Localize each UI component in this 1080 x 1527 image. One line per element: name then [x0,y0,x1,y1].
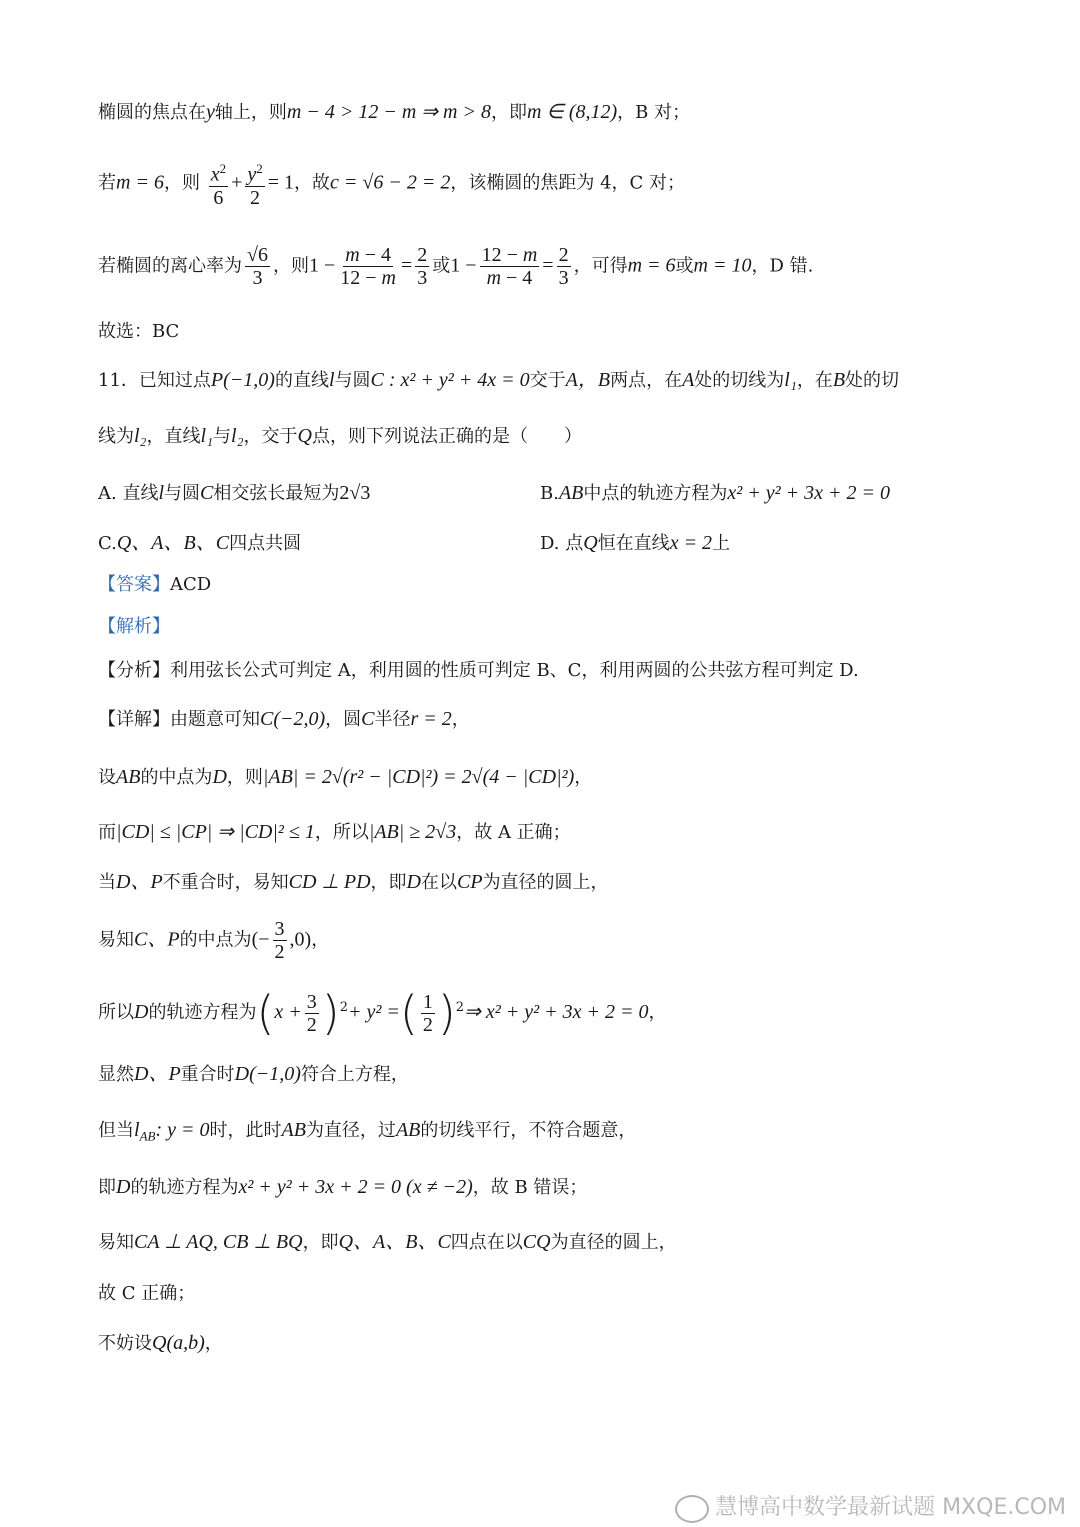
watermark [675,1490,1066,1524]
text: 恒在直线 [597,533,670,554]
text: ，D 错. [751,255,814,277]
math: |CD| ≤ |CP| ⇒ |CD|² ≤ 1 [116,821,315,843]
text: 即 [98,1177,116,1198]
math: Q(a,b) [152,1332,205,1354]
text: 符合上方程， [300,1064,409,1085]
math: D [212,766,227,788]
text: 为直径的圆上， [550,1232,677,1253]
math: D [134,1001,149,1023]
text: ，则 [163,172,200,194]
fraction: $\frac{12 - m}{m - 4}$ [481,244,538,289]
solution-line [98,765,592,790]
text: 的中点为 [140,767,213,788]
fenxi-line [98,659,859,683]
text: 交于 [529,370,566,391]
math: AB [116,766,141,788]
solution-line [98,870,609,895]
solution-line [98,1230,677,1255]
denominator: 2 [422,1013,433,1036]
solution-line [98,1118,636,1149]
math: m = 6 [116,171,164,194]
text: ，故 A 正确； [456,822,571,843]
option-d [540,531,730,556]
math: x² + y² + 3x + 2 = 0 [727,482,890,504]
math: m ∈ (8,12) [526,101,618,123]
math: A [682,369,695,391]
text: ，B 对； [617,102,691,123]
math: (− [251,928,270,951]
denominator: 2 [274,941,285,963]
text-line: 故选：BC [98,321,180,342]
text: 上 [712,533,731,554]
text: 椭圆的焦点在 [98,102,206,123]
text: D. 点 [540,533,584,554]
text: ， [574,767,593,788]
math: B [832,369,846,391]
text: C. [98,533,117,554]
answer-value: ACD [170,574,212,595]
math: D(−1,0) [234,1063,301,1085]
solution-line [98,1175,587,1200]
math: y [206,101,215,123]
question-11-line1 [98,368,899,393]
math: |AB| ≥ 2√3 [368,821,457,843]
math: C、P [134,928,180,951]
math: A，B [565,369,611,391]
solution-line [98,918,329,963]
text: ， [451,709,470,730]
math: C : x² + y² + 4x = 0 [370,369,530,391]
text: 而 [98,822,116,843]
math: C [200,482,214,504]
text: ，所以 [314,822,369,843]
math: m = 10 [693,254,752,277]
text: ， [648,1002,667,1023]
math: x² + y² + 3x + 2 = 0 (x ≠ −2) [238,1176,473,1198]
text-line: 若椭圆的离心率为 $\frac{√6}{3}$ ，则1 − $\frac{m - 4}{12 - m}$ = $\frac{2}{3}$ 或1 − $\frac{12 - m}{m - 4}$ = $\frac{2}{3}$ ，可得m = 6或m = 10，D 错. [98,244,814,289]
text: ，故 B 错误； [472,1177,588,1198]
text: ，圆 [325,709,362,730]
text: 当 [98,872,116,893]
option-b [540,481,890,506]
fraction [421,991,435,1036]
text: 不重合时，易知 [162,872,289,893]
text: 四点在以 [450,1232,523,1253]
text: 或 [675,255,694,277]
subscript: AB [139,1128,156,1144]
math: ,0) [289,928,312,951]
text: 的中点为 [179,929,252,951]
math: m − 4 > 12 − m ⇒ m > 8 [286,101,491,123]
text: 11．已知过点 [98,370,211,391]
numerator: 1 [422,990,433,1013]
text: 易知 [98,1232,134,1253]
solution-line [98,820,571,845]
text: 点，则下列说法正确的是（ ） [312,426,582,447]
math: D [406,871,421,893]
math: |AB| = 2√(r² − |CD|²) = 2√(4 − |CD|²) [262,766,575,788]
solution-line: 所以D的轨迹方程为(x + $\frac{3}{2}$ )$^2$+ y² =( $\frac{1}{2}$ )$^2$⇒ x² + y² + 3x + 2 = 0， [98,986,667,1040]
text: 的直线 [274,370,329,391]
wechat-icon [675,1495,709,1523]
math: c = √6 − 2 = 2 [330,171,451,194]
text: ，即 [490,102,527,123]
fraction [305,991,319,1036]
text: 处的切线为 [694,370,785,391]
text: 与圆 [334,370,371,391]
math: CQ [522,1231,551,1253]
text: 与 [213,426,232,447]
math: D [116,1176,131,1198]
text: 两点，在 [610,370,683,391]
option-c [98,531,301,556]
math: Q [583,532,598,554]
numerator: 3 [274,918,285,940]
math: P(−1,0) [210,369,275,391]
text: ， [311,929,330,951]
fraction: $\frac{2}{3}$ [417,244,428,289]
math: C(−2,0) [260,708,326,730]
text: 重合时 [180,1064,235,1085]
math: r = 2 [410,708,452,730]
fraction: $\frac{√6}{3}$ [247,244,268,289]
text: ，交于 [243,426,298,447]
text: 为直径，过 [305,1120,396,1141]
text: 在以 [421,872,457,893]
math: CA ⊥ AQ, CB ⊥ BQ [134,1231,303,1253]
text: 为直径的圆上， [482,872,609,893]
text: 由题意可知 [170,709,260,730]
detail-tag: 【详解】 [98,709,170,730]
text: ，即 [370,872,407,893]
solution-line: 故 C 正确； [98,1283,196,1304]
text: 的切线平行，不符合题意， [420,1120,637,1141]
math: 2√3 [339,482,371,504]
text: 或 [432,255,451,277]
math: x + [274,1001,302,1023]
text: A. 直线 [98,483,159,504]
text: 显然 [98,1064,134,1085]
text: 相交弦长最短为 [213,483,340,504]
text: ， [204,1333,223,1354]
math: l₂ [134,425,147,447]
math: l [134,1119,140,1141]
text: ，故 [294,172,331,194]
answer-tag: 【答案】 [98,574,170,595]
text-line [98,100,690,125]
text: ，则 [272,255,309,277]
text: B. [540,483,559,504]
math: CD ⊥ PD [288,871,371,893]
math: + y² = [348,1001,400,1023]
fraction: $\frac{x^2}{6}$ [209,158,228,209]
numerator: 3 [306,990,317,1013]
math: Q、A、B、C [116,532,230,554]
math: l₁ [784,369,797,391]
math: m = 6 [627,254,676,277]
math: Q、A、B、C [338,1231,451,1253]
text: ，则 [226,767,263,788]
text: 处的切 [845,370,900,391]
math: l [158,482,165,504]
math: x = 2 [669,532,713,554]
math: D、P [134,1063,181,1085]
analysis-tag: 【解析】 [98,616,170,637]
text: 利用弦长公式可判定 A，利用圆的性质可判定 B、C，利用两圆的公共弦方程可判定 D. [170,660,859,681]
text: 线为 [98,426,134,447]
text: 但当 [98,1120,134,1141]
denominator: 2 [306,1013,317,1036]
text: 中点的轨迹方程为 [583,483,728,504]
question-11-line2 [98,424,582,449]
solution-line [98,1331,223,1356]
text: 易知 [98,929,134,951]
math: ⇒ x² + y² + 3x + 2 = 0 [464,1001,649,1023]
text: 不妨设 [98,1333,152,1354]
text: ，直线 [146,426,201,447]
text: 所以 [98,1002,134,1023]
text: ，可得 [573,255,628,277]
solution-line [98,1062,409,1087]
fraction: $\frac{2}{3}$ [558,244,569,289]
text: 时，此时 [209,1120,282,1141]
fenxi-tag: 【分析】 [98,660,170,681]
detail-line [98,707,470,732]
math: D、P [116,871,163,893]
math: AB [395,1119,421,1141]
text: 的轨迹方程为 [130,1177,239,1198]
text: 与圆 [164,483,201,504]
text: ，该椭圆的焦距为 4，C 对； [450,172,686,194]
math: AB [558,482,584,504]
text: ，即 [302,1232,339,1253]
text: 的轨迹方程为 [148,1002,257,1023]
watermark-text: 慧博高中数学最新试题 MXQE.COM [715,1494,1066,1520]
math: l [328,369,335,391]
math: : y = 0 [155,1119,210,1141]
text: 设 [98,767,116,788]
math: AB [281,1119,306,1141]
text: 四点共圆 [229,533,302,554]
fraction: $\frac{y^2}{2}$ [245,158,264,209]
text-line: 若m = 6，则 $\frac{x^2}{6}$ + $\frac{y^2}{2}$ = 1，故c = √6 − 2 = 2，该椭圆的焦距为 4，C 对； [98,158,685,209]
option-a [98,481,370,506]
text: ，在 [796,370,833,391]
math: Q [297,425,312,447]
text: 半径 [374,709,411,730]
math: l₂ [231,425,244,447]
text: 若椭圆的离心率为 [98,255,242,277]
text: 轴上，则 [214,102,287,123]
math: C [361,708,375,730]
math: l₁ [200,425,214,447]
math: CP [457,871,483,893]
fraction: $\frac{m - 4}{12 - m}$ [340,244,396,289]
text: 若 [98,172,116,194]
answer-line [98,573,211,597]
fraction [273,918,287,963]
